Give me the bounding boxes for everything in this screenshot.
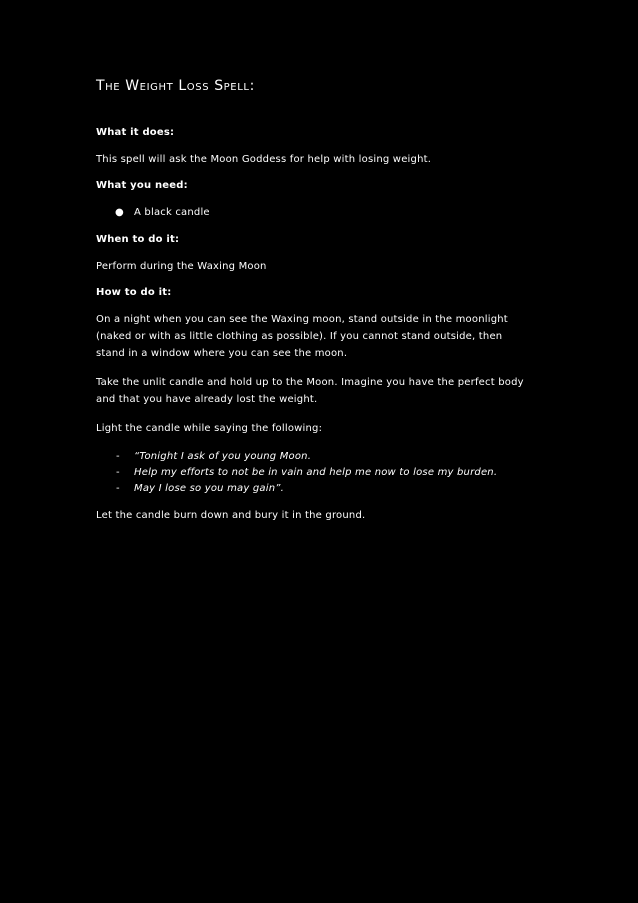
text-line: On a night when you can see the Waxing moon, stand outside in the moonlight bbox=[96, 314, 508, 325]
heading-when-to-do-it: When to do it: bbox=[96, 234, 180, 245]
document-page bbox=[96, 78, 546, 536]
how-to-paragraph-2 bbox=[96, 374, 546, 408]
heading-what-it-does: What it does: bbox=[96, 127, 175, 138]
chant-line: “Tonight I ask of you young Moon. bbox=[134, 451, 312, 462]
list-item bbox=[96, 449, 546, 465]
when-to-do-it-text: Perform during the Waxing Moon bbox=[96, 261, 267, 272]
text-line: and that you have already lost the weight. bbox=[96, 394, 318, 405]
list-item bbox=[96, 204, 546, 221]
text-line: Take the unlit candle and hold up to the Moon. Imagine you have the perfect body bbox=[96, 377, 524, 388]
heading-what-you-need: What you need: bbox=[96, 180, 188, 191]
how-to-paragraph-1 bbox=[96, 311, 546, 362]
dash-marker: - bbox=[116, 451, 120, 462]
chant-list bbox=[96, 449, 546, 497]
dash-marker: - bbox=[116, 467, 120, 478]
materials-list bbox=[96, 204, 546, 221]
dash-marker: - bbox=[116, 483, 120, 494]
list-item bbox=[96, 481, 546, 497]
chant-line: May I lose so you may gain”. bbox=[134, 483, 284, 494]
heading-how-to-do-it: How to do it: bbox=[96, 287, 172, 298]
what-it-does-text: This spell will ask the Moon Goddess for help with losing weight. bbox=[96, 154, 432, 165]
page-title: The Weight Loss Spell: bbox=[96, 78, 255, 94]
how-to-paragraph-3: Light the candle while saying the following: bbox=[96, 423, 323, 434]
text-line: stand in a window where you can see the moon. bbox=[96, 348, 348, 359]
list-item bbox=[96, 465, 546, 481]
chant-line: Help my efforts to not be in vain and help me now to lose my burden. bbox=[134, 467, 498, 478]
bullet-icon: ● bbox=[115, 207, 124, 218]
text-line: (naked or with as little clothing as possible). If you cannot stand outside, then bbox=[96, 331, 503, 342]
closing-text: Let the candle burn down and bury it in the ground. bbox=[96, 510, 366, 521]
list-item-text: A black candle bbox=[134, 207, 210, 218]
